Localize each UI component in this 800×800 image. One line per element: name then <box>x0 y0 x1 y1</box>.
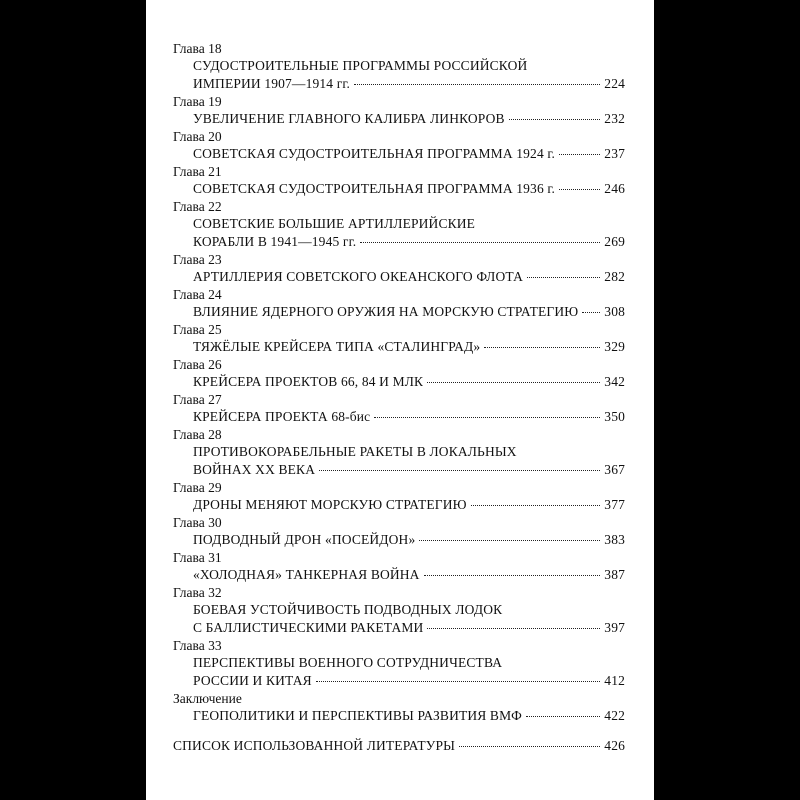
chapter-title-line <box>193 566 625 584</box>
dot-leader <box>471 505 601 506</box>
chapter-title-line <box>193 373 625 391</box>
chapter-title: ГЕОПОЛИТИКИ И ПЕРСПЕКТИВЫ РАЗВИТИЯ ВМФ <box>193 708 522 723</box>
chapter-entry <box>173 338 625 356</box>
chapter-entry <box>173 566 625 584</box>
chapter-page-number: 329 <box>604 339 625 354</box>
chapter-entry <box>173 303 625 321</box>
chapter-entry <box>173 707 625 725</box>
toc-chapter <box>173 198 625 251</box>
toc-chapter <box>173 479 625 514</box>
toc-chapter <box>173 426 625 479</box>
dot-leader <box>354 84 600 85</box>
toc-chapter <box>173 321 625 356</box>
chapter-page-number: 237 <box>604 146 625 161</box>
dot-leader <box>427 628 600 629</box>
chapter-entry <box>173 531 625 549</box>
chapter-title-line <box>193 75 625 93</box>
chapter-label: Глава 32 <box>173 585 222 600</box>
chapter-label: Глава 33 <box>173 638 222 653</box>
toc-chapter <box>173 514 625 549</box>
toc-chapter <box>173 584 625 637</box>
toc-chapter <box>173 391 625 426</box>
chapter-title-line <box>193 180 625 198</box>
dot-leader <box>316 681 601 682</box>
chapter-page-number: 246 <box>604 181 625 196</box>
chapter-label: Глава 28 <box>173 427 222 442</box>
chapter-title: ПОДВОДНЫЙ ДРОН «ПОСЕЙДОН» <box>193 532 416 547</box>
chapter-title: ДРОНЫ МЕНЯЮТ МОРСКУЮ СТРАТЕГИЮ <box>193 497 467 512</box>
chapter-entry <box>173 215 625 251</box>
chapter-page-number: 422 <box>604 708 625 723</box>
chapter-label: Глава 21 <box>173 164 222 179</box>
bibliography-entry <box>173 737 625 755</box>
chapter-title: КОРАБЛИ В 1941—1945 гг. <box>193 234 357 249</box>
dot-leader <box>419 540 600 541</box>
chapter-label: Глава 25 <box>173 322 222 337</box>
chapter-page-number: 387 <box>604 567 625 582</box>
dot-leader <box>360 242 600 243</box>
book-page <box>146 0 654 800</box>
chapter-entry <box>173 496 625 514</box>
chapter-title-line <box>193 145 625 163</box>
dot-leader <box>527 277 600 278</box>
toc-chapter <box>173 251 625 286</box>
chapter-page-number: 224 <box>604 76 625 91</box>
chapter-list <box>173 40 625 725</box>
chapter-label: Глава 20 <box>173 129 222 144</box>
dot-leader <box>427 382 600 383</box>
chapter-title: КРЕЙСЕРА ПРОЕКТОВ 66, 84 И МЛК <box>193 374 424 389</box>
chapter-entry <box>173 145 625 163</box>
chapter-label: Глава 19 <box>173 94 222 109</box>
chapter-title-line <box>193 233 625 251</box>
dot-leader <box>559 154 600 155</box>
bibliography-page-number: 426 <box>604 738 625 753</box>
chapter-title-line <box>193 531 625 549</box>
chapter-title-first-line: СУДОСТРОИТЕЛЬНЫЕ ПРОГРАММЫ РОССИЙСКОЙ <box>193 58 528 73</box>
chapter-title-line <box>193 619 625 637</box>
chapter-page-number: 367 <box>604 462 625 477</box>
toc-chapter <box>173 128 625 163</box>
chapter-title-line <box>193 303 625 321</box>
chapter-page-number: 350 <box>604 409 625 424</box>
chapter-title: СОВЕТСКАЯ СУДОСТРОИТЕЛЬНАЯ ПРОГРАММА 1936 г. <box>193 181 556 196</box>
toc-chapter <box>173 40 625 93</box>
chapter-title: РОССИИ И КИТАЯ <box>193 673 312 688</box>
chapter-entry <box>173 654 625 690</box>
chapter-label: Глава 24 <box>173 287 222 302</box>
toc-chapter <box>173 93 625 128</box>
chapter-entry <box>173 373 625 391</box>
chapter-label: Глава 31 <box>173 550 222 565</box>
chapter-title-line <box>193 110 625 128</box>
chapter-page-number: 377 <box>604 497 625 512</box>
chapter-title: СОВЕТСКАЯ СУДОСТРОИТЕЛЬНАЯ ПРОГРАММА 1924 г. <box>193 146 556 161</box>
chapter-page-number: 412 <box>604 673 625 688</box>
dot-leader <box>319 470 600 471</box>
chapter-label: Глава 26 <box>173 357 222 372</box>
chapter-page-number: 383 <box>604 532 625 547</box>
dot-leader <box>484 347 600 348</box>
chapter-title-line <box>193 408 625 426</box>
chapter-title-line <box>193 461 625 479</box>
toc-chapter <box>173 690 625 725</box>
chapter-title-line <box>193 496 625 514</box>
chapter-title: ВОЙНАХ XX ВЕКА <box>193 462 316 477</box>
chapter-title-first-line: БОЕВАЯ УСТОЙЧИВОСТЬ ПОДВОДНЫХ ЛОДОК <box>193 602 503 617</box>
spacer <box>173 725 625 737</box>
chapter-label: Глава 18 <box>173 41 222 56</box>
chapter-label: Глава 22 <box>173 199 222 214</box>
toc-chapter <box>173 356 625 391</box>
chapter-label: Глава 23 <box>173 252 222 267</box>
chapter-title: КРЕЙСЕРА ПРОЕКТА 68-бис <box>193 409 371 424</box>
dot-leader <box>459 746 600 747</box>
toc-chapter <box>173 163 625 198</box>
chapter-title-first-line: ПЕРСПЕКТИВЫ ВОЕННОГО СОТРУДНИЧЕСТВА <box>193 655 503 670</box>
chapter-page-number: 232 <box>604 111 625 126</box>
dot-leader <box>424 575 601 576</box>
dot-leader <box>582 312 600 313</box>
chapter-label: Глава 27 <box>173 392 222 407</box>
chapter-page-number: 282 <box>604 269 625 284</box>
toc-chapter <box>173 637 625 690</box>
chapter-title-line <box>193 268 625 286</box>
chapter-entry <box>173 443 625 479</box>
chapter-title-line <box>193 707 625 725</box>
chapter-title: ВЛИЯНИЕ ЯДЕРНОГО ОРУЖИЯ НА МОРСКУЮ СТРАТЕГИЮ <box>193 304 579 319</box>
chapter-label: Заключение <box>173 691 242 706</box>
chapter-entry <box>173 408 625 426</box>
chapter-label: Глава 29 <box>173 480 222 495</box>
table-of-contents <box>173 40 625 755</box>
chapter-page-number: 342 <box>604 374 625 389</box>
chapter-title: «ХОЛОДНАЯ» ТАНКЕРНАЯ ВОЙНА <box>193 567 420 582</box>
toc-chapter <box>173 549 625 584</box>
chapter-page-number: 308 <box>604 304 625 319</box>
chapter-title: ТЯЖЁЛЫЕ КРЕЙСЕРА ТИПА «СТАЛИНГРАД» <box>193 339 481 354</box>
chapter-entry <box>173 180 625 198</box>
chapter-label: Глава 30 <box>173 515 222 530</box>
chapter-entry <box>173 268 625 286</box>
chapter-title-line <box>193 672 625 690</box>
dot-leader <box>526 716 600 717</box>
chapter-title: ИМПЕРИИ 1907—1914 гг. <box>193 76 351 91</box>
chapter-title: С БАЛЛИСТИЧЕСКИМИ РАКЕТАМИ <box>193 620 424 635</box>
dot-leader <box>374 417 600 418</box>
chapter-page-number: 397 <box>604 620 625 635</box>
bibliography-line <box>173 737 625 755</box>
chapter-title-first-line: СОВЕТСКИЕ БОЛЬШИЕ АРТИЛЛЕРИЙСКИЕ <box>193 216 476 231</box>
chapter-entry <box>173 57 625 93</box>
dot-leader <box>509 119 601 120</box>
chapter-entry <box>173 110 625 128</box>
chapter-title: УВЕЛИЧЕНИЕ ГЛАВНОГО КАЛИБРА ЛИНКОРОВ <box>193 111 505 126</box>
chapter-page-number: 269 <box>604 234 625 249</box>
chapter-entry <box>173 601 625 637</box>
dot-leader <box>559 189 600 190</box>
chapter-title-line <box>193 338 625 356</box>
chapter-title-first-line: ПРОТИВОКОРАБЕЛЬНЫЕ РАКЕТЫ В ЛОКАЛЬНЫХ <box>193 444 517 459</box>
chapter-title: АРТИЛЛЕРИЯ СОВЕТСКОГО ОКЕАНСКОГО ФЛОТА <box>193 269 523 284</box>
toc-chapter <box>173 286 625 321</box>
bibliography-title: СПИСОК ИСПОЛЬЗОВАННОЙ ЛИТЕРАТУРЫ <box>173 738 456 753</box>
